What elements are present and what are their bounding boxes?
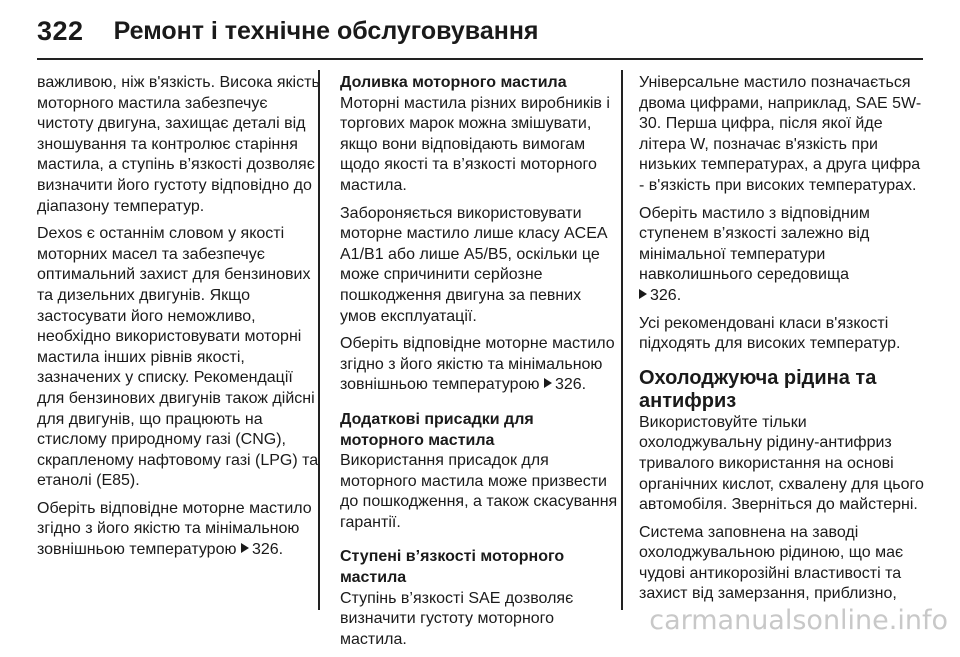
section-heading-coolant-antifreeze: Охолоджуюча рідина та антифриз [639, 366, 877, 412]
column-3 [639, 73, 929, 612]
col1-paragraph-1: важливою, ніж в'язкість. Висока якість моторного мастила забезпечує чистоту двигуна, захищає деталі від зношування та контролює старіння мастила, а ступінь в’язкості дозволяє визначити його густоту відповідно до діапазону температур. [37, 74, 320, 215]
page-header [37, 10, 923, 52]
column-1 [37, 73, 322, 568]
section-heading-viscosity-grades: Ступені в’язкості моторного мастила [340, 548, 565, 587]
page-number: 322 [37, 15, 84, 46]
col1-paragraph-2: Dexos є останнім словом у якості моторних масел та забезпечує оптимальний захист для бензинових та дизельних двигунів. Якщо застосувати його неможливо, необхідно використовувати моторні мастила інших рівнів якості, зазначених у списку. Рекомендації для бензинових двигунів також дійсні для двигунів, що працюють на стисломy природному газі (CNG), скрапленому нафтовому газі (LPG) та етанолі (E85). [37, 225, 319, 490]
page-reference-arrow-icon [241, 543, 249, 553]
page-reference-arrow-icon [544, 378, 552, 388]
page-reference-arrow-icon [639, 289, 647, 299]
col2-paragraph-3-text: Оберіть відповідне моторне мастило згідно з його якістю та мінімальною зовнішньою температурою [340, 335, 615, 394]
col3-paragraph-2 [639, 204, 929, 307]
col1-paragraph-3 [37, 499, 322, 561]
header-rule [37, 58, 923, 60]
column-2 [340, 73, 620, 657]
col3-paragraph-3: Усі рекомендовані класи в'язкості підходять для високих температур. [639, 314, 901, 353]
page-title: Ремонт і технічне обслуговування [113, 16, 539, 45]
col3-paragraph-4: Використовуйте тільки охолоджувальну рідину-антифриз тривалого використання на основі органічних кислот, схвалену для цього автомобіля. Зверніться до майстерні. [639, 413, 924, 514]
col3-paragraph-2-text: Оберіть мастило з відповідним ступенем в’язкості залежно від мінімальної температури навколишнього середовища [639, 204, 870, 284]
col2-page-reference[interactable]: 326. [554, 376, 587, 394]
watermark: carmanualsonline.info [649, 605, 948, 636]
col2-paragraph-4: Використання присадок для моторного мастила може призвести до пошкодження, а також скасування гарантії. [340, 452, 618, 531]
section-heading-topping-up-oil: Доливка моторного мастила [340, 74, 567, 91]
col3-page-reference[interactable]: 326. [650, 286, 682, 304]
column-divider-2 [621, 70, 623, 610]
section-heading-oil-additives: Додаткові присадки для моторного мастила [340, 410, 534, 449]
col2-paragraph-1: Моторні мастила різних виробників і торгових марок можна змішувати, якщо вони відповідають вимогам щодо якості та в’язкості моторного мастила. [340, 94, 610, 194]
col2-paragraph-5: Ступінь в’язкості SAE дозволяє визначити густоту моторного мастила. [340, 589, 574, 648]
col3-paragraph-1: Універсальне мастило позначається двома цифрами, наприклад, SAE 5W-30. Перша цифра, після якої йде літера W, позначає в'язкість при низьких температурах, а друга цифра - в'язкість при високих температурах. [639, 74, 922, 194]
col1-page-reference[interactable]: 326. [251, 541, 284, 559]
col3-paragraph-5: Система заповнена на заводі охолоджувальною рідиною, що має чудові антикорозійні властивості та захист від замерзання, приблизно, [639, 523, 904, 603]
col1-paragraph-3-text: Оберіть відповідне моторне мастило згідно з його якістю та мінімальною зовнішньою температурою [37, 499, 312, 559]
col2-paragraph-3 [340, 334, 620, 396]
col2-paragraph-2: Забороняється використовувати моторне мастило лише класу ACEA A1/B1 або лише A5/B5, оскільки це може спричинити серйозне пошкодження двигуна за певних умов експлуатації. [340, 204, 607, 325]
